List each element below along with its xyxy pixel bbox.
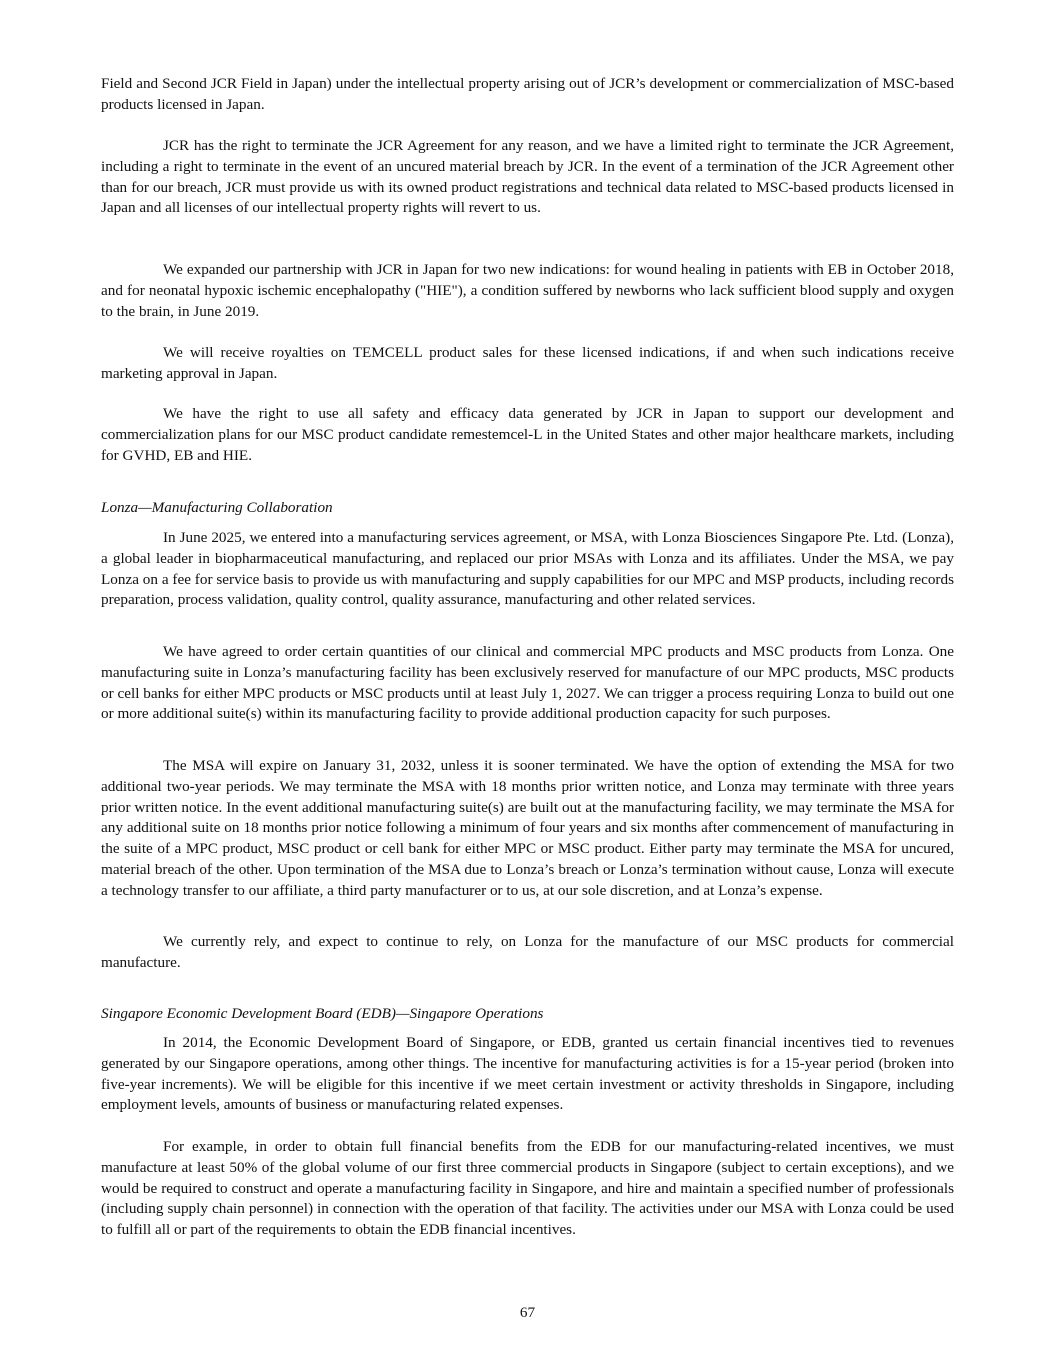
- paragraph-lonza-reliance: We currently rely, and expect to continue to rely, on Lonza for the manufacture of our MSC products for commercial manufacture.: [101, 933, 954, 971]
- paragraph-edb-example: For example, in order to obtain full financial benefits from the EDB for our manufacturing-related incentives, we must manufacture at least 50% of the global volume of our first three commercial products in Singapore (subject to certain exceptions), and we would be required to construct and operate a manufacturing facility in Singapore, and hire and maintain a specified number of professionals (including supply chain personnel) in connection with the operation of that facility. The activities under our MSA with Lonza could be used to fulfill all or part of the requirements to obtain the EDB financial incentives.: [101, 1138, 954, 1239]
- paragraph-msa-expiry: The MSA will expire on January 31, 2032, unless it is sooner terminated. We have the option of extending the MSA for two additional two-year periods. We may terminate the MSA with 18 months prior written notice, and Lonza may terminate with three years prior written notice. In the event additional manufacturing suite(s) are built out at the manufacturing facility, we may terminate the MSA for any additional suite on 18 months prior notice following a minimum of four years and six months after commencement of manufacturing in the suite of a MPC product, MSC product or cell bank for either MPC or MSC product. Either party may terminate the MSA for uncured, material breach of the other. Upon termination of the MSA due to Lonza’s breach or Lonza’s termination without cause, Lonza will execute a technology transfer to our affiliate, a third party manufacturer or to us, at our sole discretion, and at Lonza’s expense.: [101, 757, 954, 899]
- paragraph-lonza-orders: We have agreed to order certain quantities of our clinical and commercial MPC products and MSC products from Lonza. One manufacturing suite in Lonza’s manufacturing facility has been exclusively reserved for manufacture of our MPC products, MSC products or cell banks for either MPC products or MSC products until at least July 1, 2027. We can trigger a process requiring Lonza to build out one or more additional suite(s) within its manufacturing facility to provide additional production capacity for such purposes.: [101, 643, 954, 723]
- heading-edb: Singapore Economic Development Board (EDB)—Singapore Operations: [101, 1005, 544, 1022]
- heading-lonza: Lonza—Manufacturing Collaboration: [101, 499, 333, 516]
- paragraph-lonza-msa: In June 2025, we entered into a manufacturing services agreement, or MSA, with Lonza Biosciences Singapore Pte. Ltd. (Lonza), a global leader in biopharmaceutical manufacturing, and replaced our prior MSAs with Lonza and its affiliates. Under the MSA, we pay Lonza on a fee for service basis to provide us with manufacturing and supply capabilities for our MPC and MSP products, including records preparation, process validation, quality control, quality assurance, manufacturing and other related services.: [101, 529, 954, 609]
- paragraph-jcr-field: Field and Second JCR Field in Japan) under the intellectual property arising out of JCR’s development or commercialization of MSC-based products licensed in Japan.: [101, 75, 954, 113]
- paragraph-jcr-expansion: We expanded our partnership with JCR in Japan for two new indications: for wound healing in patients with EB in October 2018, and for neonatal hypoxic ischemic encephalopathy ("HIE"), a condition suffered by newborns who lack sufficient blood supply and oxygen to the brain, in June 2019.: [101, 261, 954, 320]
- paragraph-edb-incentives: In 2014, the Economic Development Board of Singapore, or EDB, granted us certain financial incentives tied to revenues generated by our Singapore operations, among other things. The incentive for manufacturing activities is for a 15-year period (broken into five-year increments). We will be eligible for this incentive if we meet certain investment or activity thresholds in Singapore, including employment levels, amounts of business or manufacturing related expenses.: [101, 1034, 954, 1114]
- page-number: 67: [519, 1304, 536, 1321]
- paragraph-royalties: We will receive royalties on TEMCELL product sales for these licensed indications, if and when such indications receive marketing approval in Japan.: [101, 344, 954, 382]
- paragraph-jcr-termination: JCR has the right to terminate the JCR Agreement for any reason, and we have a limited right to terminate the JCR Agreement, including a right to terminate in the event of an uncured material breach by JCR. In the event of a termination of the JCR Agreement other than for our breach, JCR must provide us with its owned product registrations and technical data related to MSC-based products licensed in Japan and all licenses of our intellectual property rights will revert to us.: [101, 137, 954, 217]
- paragraph-safety-data: We have the right to use all safety and efficacy data generated by JCR in Japan to support our development and commercialization plans for our MSC product candidate remestemcel-L in the United States and other major healthcare markets, including for GVHD, EB and HIE.: [101, 405, 954, 464]
